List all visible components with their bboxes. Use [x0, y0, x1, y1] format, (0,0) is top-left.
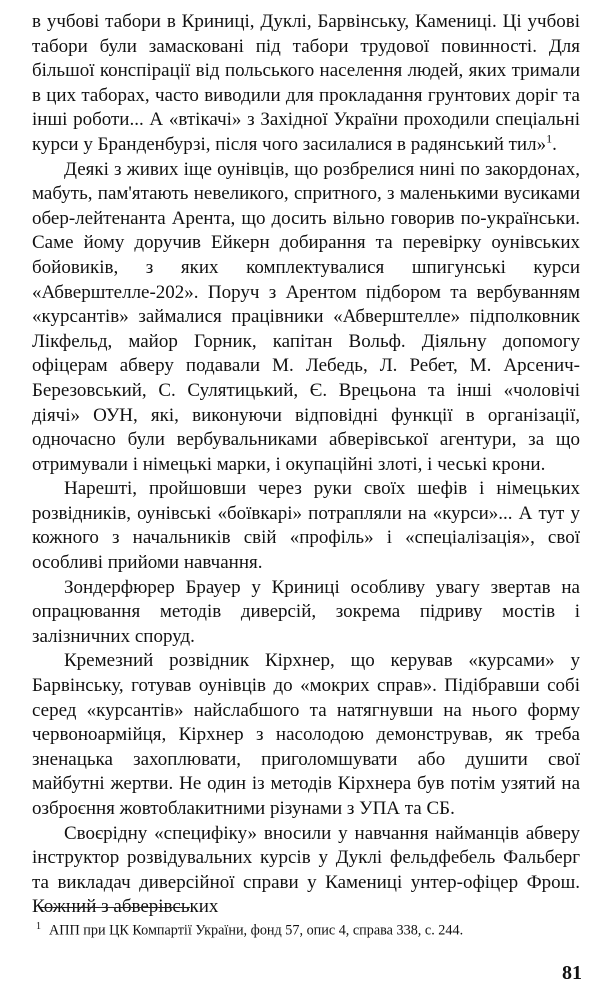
- paragraph-1-text: в учбові табори в Криниці, Дуклі, Барвінську, Камениці. Ці учбові табори були замасковані під табори трудової повинності. Для більшої конспірації від польського населення людей, яких тримали в цих таборах, часто виводили для прокладання грунтових доріг та інші роботи... А «втікачі» з Західної України проходили спеціальні курси у Бранденбурзі, після чого засилалися в радянський тил»: [32, 11, 580, 155]
- paragraph-3: Нарешті, пройшовши через руки своїх шефів і німецьких розвідників, оунівські «боївкарі» потрапляли на «курси»... А тут у кожного з начальників свій «профіль» і «спеціалізація», свої особливі прийоми навчання.: [32, 478, 580, 574]
- page-number: 81: [562, 962, 582, 984]
- paragraph-2: Деякі з живих іще оунівців, що розбрелися нині по закордонах, мабуть, пам'ятають невеликого, спритного, з маленькими вусиками обер-лейтенанта Арента, що досить вільно говорив по-українськи. Саме йому доручив Ейкерн добирання та перевірку оунівських бойовиків, з яких комплектувалися шпигунські курси «Абверштелле-202». Поруч з Арентом підбором та вербуванням «курсантів» займалися працівники «Абверштелле» підполковник Лікфельд, майор Горник, капітан Вольф. Діяльну допомогу офіцерам абверу подавали М. Лебедь, Л. Ребет, М. Арсенич-Березовський, С. Сулятицький, Є. Врецьона та інші «чоловічі діячі» ОУН, які, виконуючи відповідні функції в організації, одночасно були вербувальниками абверівської агентури, за що отримували і німецькі марки, і окупаційні злоті, і чеські крони.: [32, 158, 580, 475]
- page-body: [32, 10, 580, 920]
- paragraph-6: Своєрідну «специфіку» вносили у навчання найманців абверу інструктор розвідувальних курсів у Дуклі фельдфебель Фальберг та викладач диверсійної справи у Камениці унтер-офіцер Фрош. Кожний з абверівських: [32, 822, 580, 918]
- paragraph-1-tail: .: [552, 133, 557, 155]
- paragraph-4: Зондерфюрер Брауер у Криниці особливу увагу звертав на опрацювання методів диверсій, зокрема підриву мостів і залізничних споруд.: [32, 576, 580, 647]
- footnote-divider: [40, 907, 190, 908]
- footnote: [36, 918, 584, 940]
- footnote-mark: 1: [36, 921, 41, 932]
- paragraph-1: [32, 10, 580, 158]
- footnote-text: АПП при ЦК Компартії України, фонд 57, опис 4, справа 338, с. 244.: [49, 922, 464, 939]
- paragraph-5: Кремезний розвідник Кірхнер, що керував «курсами» у Барвінську, готував оунівців до «мокрих справ». Підібравши собі серед «курсантів» найслабшого та натягнувши на нього форму червоноармійця, Кірхнер з насолодою демонстрував, як треба зненацька захоплювати, приголомшувати або душити свої майбутні жертви. Не один із методів Кірхнера був потім узятий на озброєння жовтоблакитними різунами з УПА та СБ.: [32, 650, 580, 819]
- footnote-reference[interactable]: 1: [546, 131, 553, 146]
